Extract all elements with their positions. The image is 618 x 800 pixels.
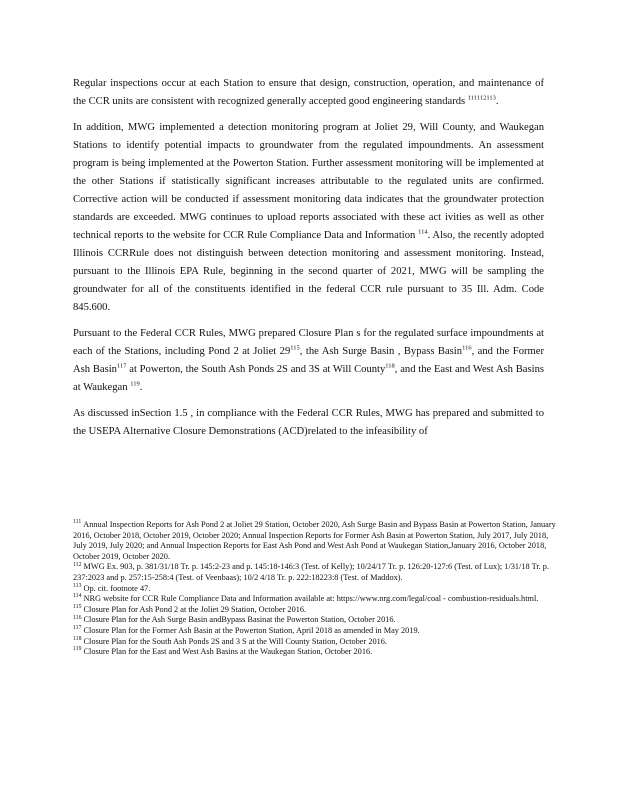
paragraph-inspections <box>73 75 544 111</box>
footnote-text: NRG website for CCR Rule Compliance Data and Information available at: https://www.nrg.com/legal/coal - combustion-residuals.html. <box>83 594 539 604</box>
footnote-text: Op. cit. footnote 47. <box>83 583 151 593</box>
footnote-117 <box>73 626 563 637</box>
paragraph-acd <box>73 405 544 441</box>
footnote-number: 112 <box>73 561 82 568</box>
footnote-text: Annual Inspection Reports for Ash Pond 2 at Joliet 29 Station, October 2020, Ash Surge Basin and Bypass Basin at Powerton Station, January 2016, October 2018, October 2019, October 2020; Annual Inspection Reports for Former Ash Basin at Powerton Station, July 2017, July 2018, July 2019, July 2020; and Annual Inspection Reports for East Ash Pond and West Ash Pond at Waukegan Station,January 2016, October 2018, October 2019, October 2020. <box>73 520 556 561</box>
footnote-115 <box>73 605 563 616</box>
footnote-number: 111 <box>73 519 82 526</box>
footnote-114 <box>73 594 563 605</box>
footnote-number: 116 <box>73 614 82 621</box>
footnote-text: Closure Plan for the Ash Surge Basin andBypass Basinat the Powerton Station, October 2016. <box>83 615 396 625</box>
paragraph-text: Pursuant to the Federal CCR Rules, MWG prepared Closure Plаn s for the regulated surface impoundments at each of the Stations, including Pond 2 at Joliet 29 <box>73 328 544 357</box>
footnote-ref: 118 <box>385 362 395 370</box>
footnote-text: Closure Plan for the South Ash Ponds 2S and 3 S at the Will County Station, October 2016. <box>83 636 387 646</box>
footnote-ref: 116 <box>462 344 472 352</box>
footnote-text: Closure Plan for the East and West Ash Basins at the Waukegan Station, October 2016. <box>83 647 373 657</box>
footnote-ref: 119 <box>130 380 140 388</box>
paragraph-closure-plans <box>73 325 544 397</box>
footnote-ref: 117 <box>116 362 127 370</box>
footnote-text: Closure Plan for Ash Pond 2 at the Joliet 29 Station, October 2016. <box>83 604 307 614</box>
footnote-number: 114 <box>73 593 82 600</box>
paragraph-text: at Powerton, the South Ash Ponds 2S and 3S at Will County <box>126 364 386 375</box>
paragraph-text: , and the Former Ash Basin <box>73 346 544 375</box>
footnote-111 <box>73 520 563 562</box>
paragraph-text: . <box>495 96 499 107</box>
paragraph-text: . <box>139 382 143 393</box>
footnote-text: MWG Ex. 903, p. 381/31/18 Tr. p. 145:2-23 and p. 145:18-146:3 (Test. of Kelly); 10/24/17 Tr. p. 126:20-127:6 (Test. of Lux); 1/31/18 Tr. p. 237:2023 and p. 257:15-258:4 (Test. of Veenbaas); 10/2 4/18 Tr. p. 222:18223:8 (Test. of Maddox). <box>73 562 550 582</box>
footnote-number: 115 <box>73 603 82 610</box>
footnote-number: 118 <box>73 635 82 642</box>
footnote-ref: 111112113 <box>467 94 496 102</box>
paragraph-monitoring <box>73 119 544 317</box>
footnote-113 <box>73 584 563 595</box>
paragraph-text: As discussed inSection 1.5 , in compliance with the Federal CCR Rules, MWG has prepared and submitted to the USEPA Alternative Closure Demonstrations (ACD)related to the infeasibility of <box>73 408 544 437</box>
footnote-number: 117 <box>73 625 82 632</box>
paragraph-text: . Also, the recently adopted Illinois CCRRule does not distinguish between detection monitoring and assessment monitoring. Instead, pursuant to the Illinois EPA Rule, beginning in the second quarter of 2021, MWG will be sampling the groundwater for all of the constituents identified in the federal CCR rule pursuant to 35 Ill. Adm. Code 845.600. <box>73 230 544 313</box>
paragraph-text: , and the East and West Ash Basins at Waukegan <box>73 364 544 393</box>
footnote-number: 119 <box>73 646 82 653</box>
footnote-ref: 115 <box>290 344 300 352</box>
footnote-119 <box>73 647 563 658</box>
paragraph-text: In addition, MWG implemented a detection monitoring program at Joliet 29, Will County, and Waukegan Stations to identify potential impacts to groundwater from the regulated impoundments. An assessment program is being implemented at the Powerton Station. Further assessment monitoring will be implemented at the other Stations if statistically significant increases attributable to the regulated units are confirmed. Corrective action will be conducted if assessment monitoring data indicates that the groundwater protection standards are exceeded. MWG continues to upload reports associated with these act ivities as well as other technical reports to the website for CCR Rule Compliance Data and Information <box>73 122 544 241</box>
footnote-text: Closure Plan for the Former Ash Basin at the Powerton Station, April 2018 as amended in May 2019. <box>83 625 420 635</box>
footnote-118 <box>73 637 563 648</box>
paragraph-text: , the Ash Surge Basin , Bypass Basin <box>299 346 463 357</box>
footnote-112 <box>73 562 563 583</box>
footnote-ref: 114 <box>418 228 428 236</box>
paragraph-text: Regular inspections occur at each Station to ensure that design, construction, operation, and maintenance of the CCR units are consistent with recognized generally accepted good engineering standards <box>73 78 544 107</box>
footnote-number: 113 <box>73 582 82 589</box>
footnote-116 <box>73 615 563 626</box>
footnotes <box>73 520 563 658</box>
body-text <box>73 75 544 449</box>
